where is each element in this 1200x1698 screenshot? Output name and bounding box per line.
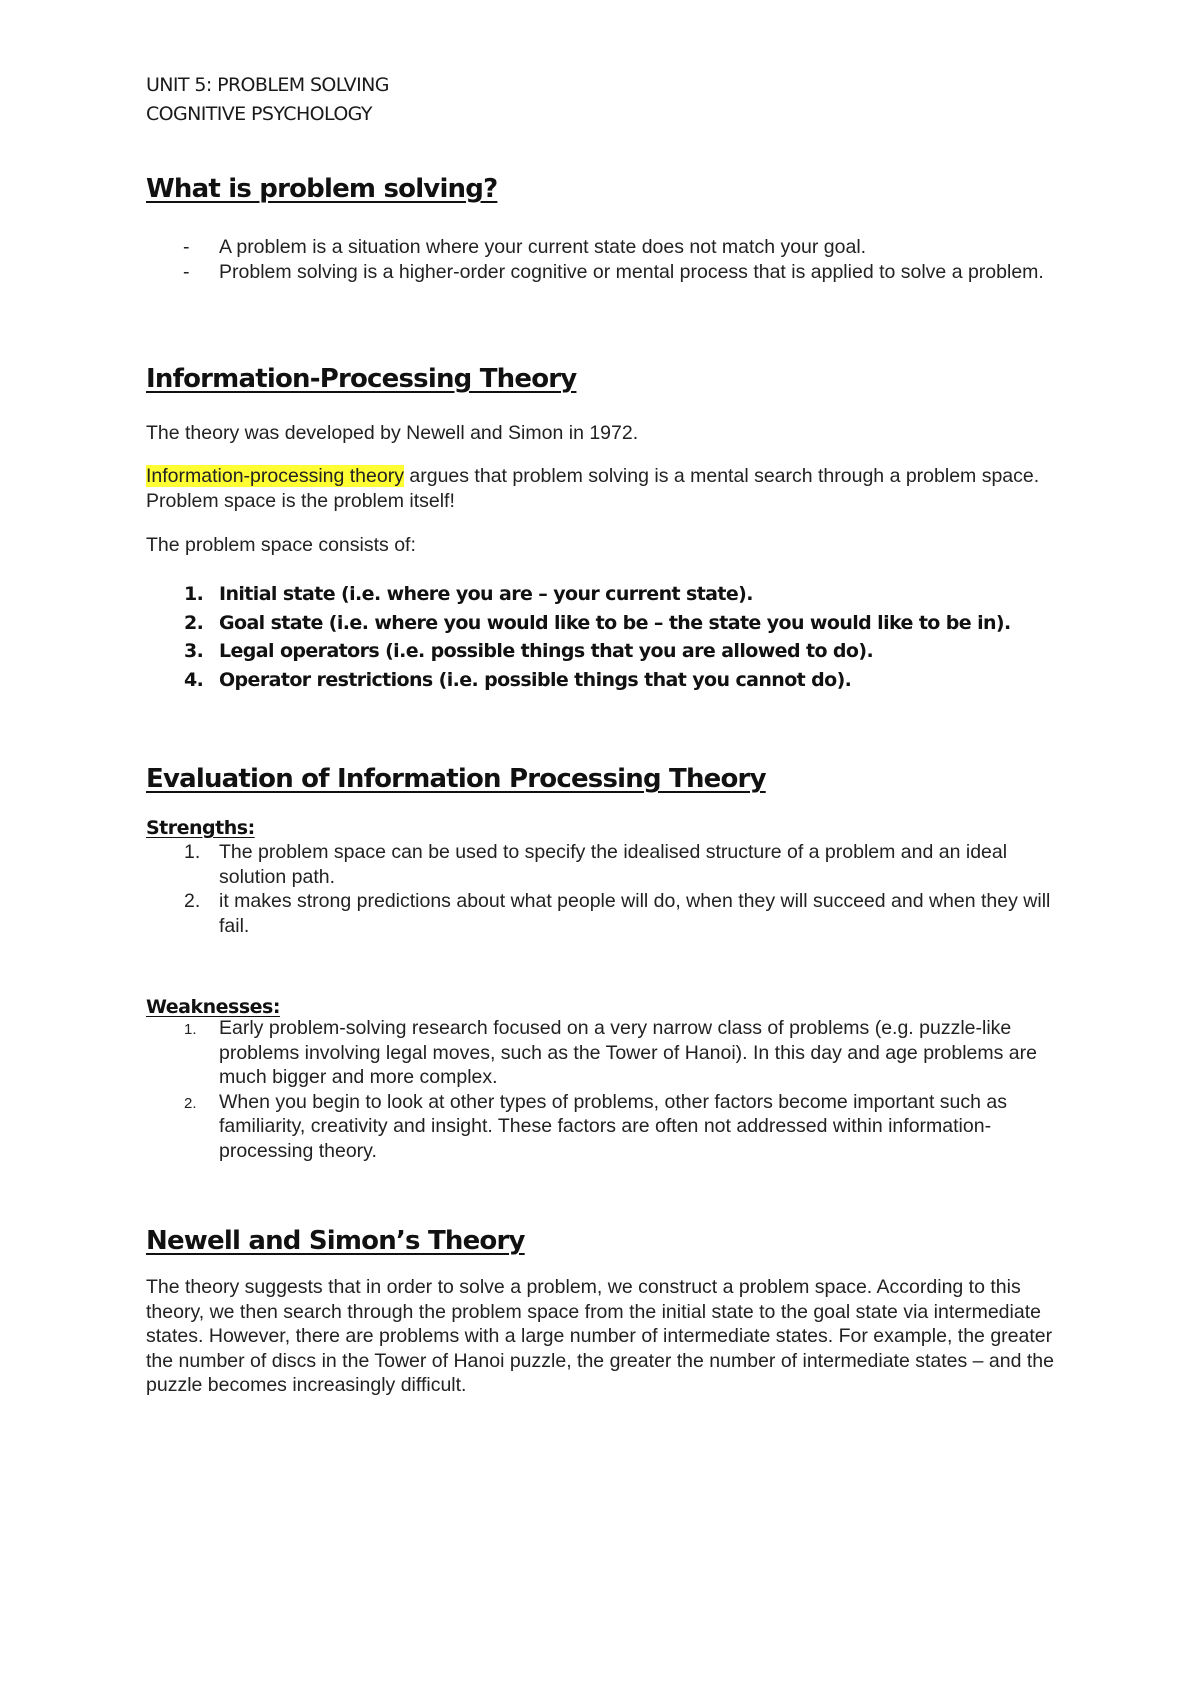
list-number: 2. [184, 1094, 197, 1112]
newell-simon-paragraph: The theory suggests that in order to solve a problem, we construct a problem space. According to this theory, we then search through the problem space from the initial state to the goal state via intermediate states. However, there are problems with a large number of intermediate states. For example, the greater the number of discs in the Tower of Hanoi puzzle, the greater the number of intermediate states – and the puzzle becomes increasingly difficult. [146, 1276, 1054, 1396]
list-item [146, 1090, 1066, 1164]
dash-marker: - [183, 260, 190, 283]
list-item-text: Goal state (i.e. where you would like to be – the state you would like to be in). [219, 611, 1011, 634]
section-heading-information-processing: Information-Processing Theory [146, 364, 577, 394]
list-item [146, 580, 1066, 609]
definition-text: argues that problem solving is a mental search through a problem space. Problem space is the problem itself! [146, 465, 1040, 512]
list-item-text: Operator restrictions (i.e. possible things that you cannot do). [219, 668, 852, 691]
unit-title: UNIT 5: PROBLEM SOLVING [146, 74, 389, 96]
dash-marker: - [183, 236, 190, 258]
highlighted-term: Information-processing theory [146, 465, 404, 487]
list-item [146, 235, 1066, 260]
weaknesses-label: Weaknesses: [146, 996, 280, 1018]
list-item [146, 666, 1066, 695]
problem-solving-list [146, 235, 1066, 284]
list-number: 3. [184, 640, 204, 662]
list-number: 2. [184, 611, 204, 634]
section-heading-problem-solving: What is problem solving? [146, 174, 498, 204]
strengths-label: Strengths: [146, 817, 255, 839]
list-item [146, 889, 1066, 938]
theory-origin-text: The theory was developed by Newell and Simon in 1972. [146, 422, 639, 444]
list-item [146, 637, 1066, 666]
list-number: 2. [184, 890, 201, 912]
weaknesses-list [146, 1016, 1066, 1163]
theory-definition-paragraph [146, 464, 1066, 513]
list-item-text: Initial state (i.e. where you are – your current state). [219, 583, 753, 605]
section-heading-newell-simon: Newell and Simon’s Theory [146, 1226, 525, 1256]
list-item-text: A problem is a situation where your current state does not match your goal. [219, 236, 867, 258]
subject-title: COGNITIVE PSYCHOLOGY [146, 103, 372, 125]
list-item-text: Problem solving is a higher-order cognitive or mental process that is applied to solve a problem. [219, 260, 1044, 283]
problem-space-intro: The problem space consists of: [146, 534, 416, 556]
list-item-text: Legal operators (i.e. possible things that you are allowed to do). [219, 640, 874, 662]
list-item [146, 609, 1066, 638]
list-item-text: When you begin to look at other types of problems, other factors become important such as familiarity, creativity and insight. These factors are often not addressed within information-processing theory. [219, 1090, 1007, 1162]
list-number: 4. [184, 668, 204, 691]
strengths-list [146, 840, 1066, 938]
list-number: 1. [184, 583, 204, 605]
list-number: 1. [184, 1021, 197, 1038]
list-item [146, 840, 1066, 889]
list-item-text: The problem space can be used to specify the idealised structure of a problem and an ideal solution path. [219, 841, 1008, 888]
list-item [146, 260, 1066, 285]
list-item-text: Early problem-solving research focused on a very narrow class of problems (e.g. puzzle-like problems involving legal moves, such as the Tower of Hanoi). In this day and age problems are much bigger and more complex. [219, 1017, 1037, 1088]
section-heading-evaluation: Evaluation of Information Processing Theory [146, 764, 766, 794]
list-item [146, 1016, 1066, 1090]
list-number: 1. [184, 841, 201, 863]
list-item-text: it makes strong predictions about what people will do, when they will succeed and when they will fail. [219, 890, 1051, 937]
problem-space-list [146, 580, 1066, 694]
